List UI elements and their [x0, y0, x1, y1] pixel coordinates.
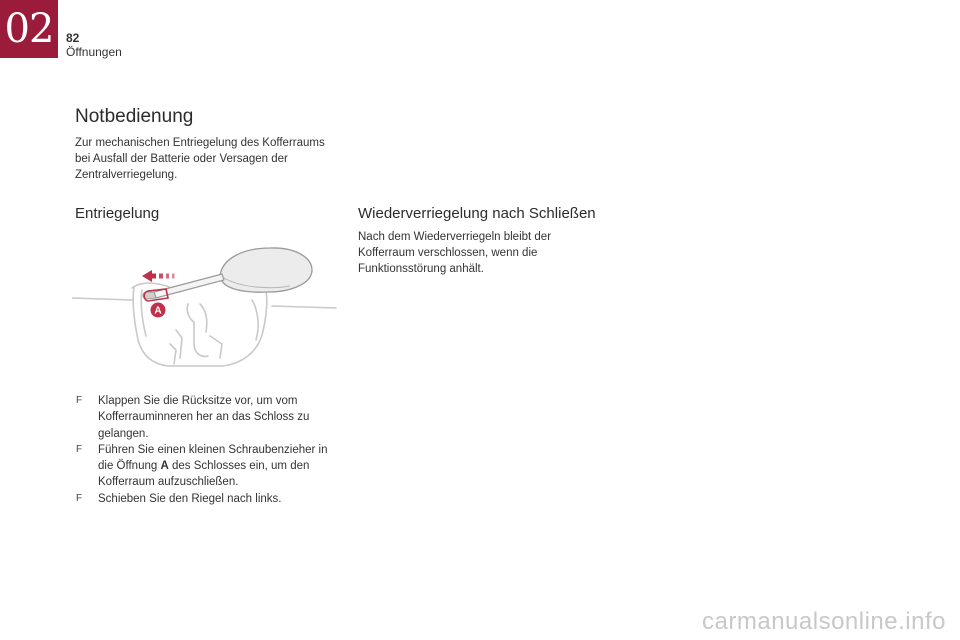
step-text-start: Führen Sie einen kleinen Schraubenzieher in die Öffnung	[98, 443, 328, 473]
step-opening-label: A	[160, 460, 169, 473]
step-text-end: des Schlosses ein, um den Kofferraum aufzuschließen.	[98, 460, 310, 489]
lock-housing-drawing	[72, 283, 336, 366]
chapter-badge: 02	[0, 0, 58, 58]
step-text: Klappen Sie die Rücksitze vor, um vom Kofferrauminneren her an das Schloss zu gelangen.	[98, 395, 310, 440]
subtitle-relocking: Wiederverriegelung nach Schließen	[358, 205, 596, 222]
direction-arrow	[142, 270, 175, 282]
section-intro: Zur mechanischen Entriegelung des Kofferraums bei Ausfall der Batterie oder Versagen der Zentralverriegelung.	[75, 137, 325, 181]
watermark: carmanualsonline.info	[702, 608, 946, 635]
list-item	[75, 442, 343, 491]
subtitle-unlocking: Entriegelung	[75, 205, 160, 222]
chapter-title: Öffnungen	[66, 45, 122, 59]
trunk-lock-illustration	[72, 240, 338, 372]
section-title: Notbedienung	[75, 106, 194, 127]
step-text: Schieben Sie den Riegel nach links.	[98, 492, 282, 505]
list-item	[75, 491, 343, 507]
relocking-text: Nach dem Wiederverriegeln bleibt der Kofferraum verschlossen, wenn die Funktionsstörung anhält.	[358, 231, 552, 275]
list-item	[75, 393, 343, 442]
bullet-icon: F	[76, 492, 83, 504]
unlock-steps-list	[75, 393, 343, 507]
bullet-icon: F	[76, 395, 83, 406]
marker-a-label: A	[154, 305, 162, 317]
bullet-icon: F	[76, 443, 83, 455]
page-number: 82	[66, 31, 80, 45]
